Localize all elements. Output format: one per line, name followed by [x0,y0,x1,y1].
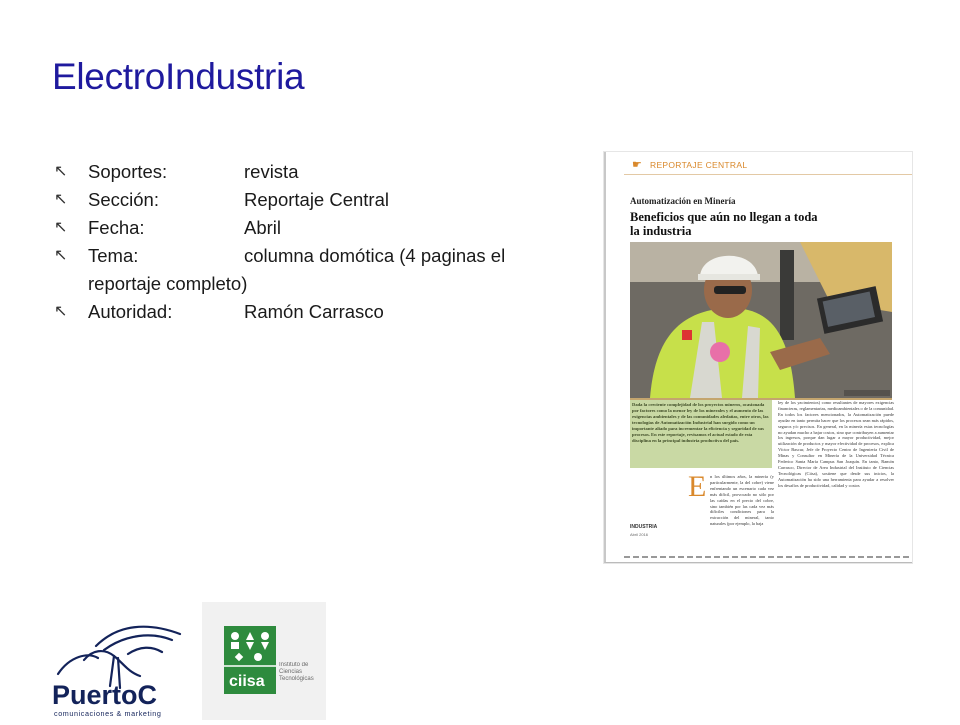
ciisa-emblem [202,602,326,720]
puertoc-name: PuertoC [52,680,158,710]
magazine-page-image [604,152,912,563]
bullet-arrow-icon: ↖ [54,247,68,264]
magazine-lead-paragraph: Dada la creciente complejidad de los proyectos mineros, ocasionada por factores como la menor ley de los minerales y el aumento de las exigencias ambientales y de las comunidades aledañas, entre otros, las tecnologías de Automatización Industrial han surgido como un importante aliado para incrementar la eficiencia y seguridad de sus procesos. En este reportaje, revisamos el actual estado de esta disciplina en la principal industria productiva del país. [630,400,772,468]
ciisa-logo [202,602,326,720]
bullet-value: Abril [244,217,282,238]
magazine-date: Abril 2016 [630,532,649,537]
pointing-hand-icon: ☛ [632,159,642,171]
puertoc-tagline: comunicaciones & marketing [54,709,162,718]
bullet-arrow-icon: ↖ [54,191,68,208]
ciisa-name: ciisa [229,673,265,690]
magazine-section-header: REPORTAJE CENTRAL [650,160,748,170]
bullet-value: columna domótica (4 paginas el reportaje completo) [88,245,506,294]
bullet-arrow-icon: ↖ [54,219,68,236]
bullet-arrow-icon: ↖ [54,303,68,320]
bullet-label: Fecha: [88,217,145,238]
bullet-label: Autoridad: [88,301,173,322]
bullet-arrow-icon: ↖ [54,163,68,180]
bullet-label: Sección: [88,189,159,210]
magazine-column-right: ley de los yacimientos) como resultantes de mayores exigencias financieras, reglamentarias, medioambientales o de la comunidad. En todos los factores mencionados, la Automatización puede ayudar en tanto permita hacer que los procesos sean más rápidos, seguros y/o precisos. En general, en la minería estas tecnologías no ayudan mucho a bajar costos, sino que contribuyen a aumentar los ingresos, porque dan lugar a mayor productividad, mejor utilización de productos y mayor efectividad de procesos, explica Víctor Bascur, Jefe de Proyecto Centro de Ingeniería Civil de Minas y Consultor en Minería de la Universidad Técnica Federico Santa María Campus San Joaquín. En tanto, Ramón Carrasco, Director de Area Industrial del Instituto de Ciencias Tecnológicas (Ciisa), sostiene que desde sus inicios, la Automatización ha sido una herramienta para ayudar a resolver los desafíos de productividad, calidad y costos [778,400,894,488]
magazine-kicker: Automatización en Minería [630,196,736,206]
bullet-item-soportes [54,158,554,186]
bullet-item-autoridad [54,298,554,326]
header-rule [624,174,912,175]
bullet-list [54,158,554,326]
bullet-label: Tema: [88,245,139,266]
magazine-dropcap: E [688,470,707,503]
magazine-column-middle: n los últimos años, la minería (y particularmente, la del cobre) viene enfrentando un escenario cada vez más difícil, provocado no sólo por las caídas en el precio del cobre, sino también por las cada vez más difíciles condiciones para la extracción del mineral, tanto naturales (por ejemplo, la baja [710,474,774,527]
bullet-value: Ramón Carrasco [244,301,384,322]
slide-title: ElectroIndustria [52,56,305,97]
magazine-footer-line [624,556,912,558]
puertoc-logo [48,616,188,720]
bird-icon [58,627,180,688]
bullet-item-tema [54,242,554,298]
magazine-headline: Beneficios que aún no llegan a toda la industria [630,210,818,238]
ciisa-tagline: Instituto de Ciencias Tecnológicas [279,662,314,682]
bullet-value: Reportaje Central [244,189,389,210]
bullet-item-fecha [54,214,554,242]
bullet-label: Soportes: [88,161,168,182]
mining-operator-photo [630,242,892,398]
bullet-item-seccion [54,186,554,214]
magazine-brand: INDUSTRIA [630,524,658,530]
bullet-value: revista [244,161,299,182]
